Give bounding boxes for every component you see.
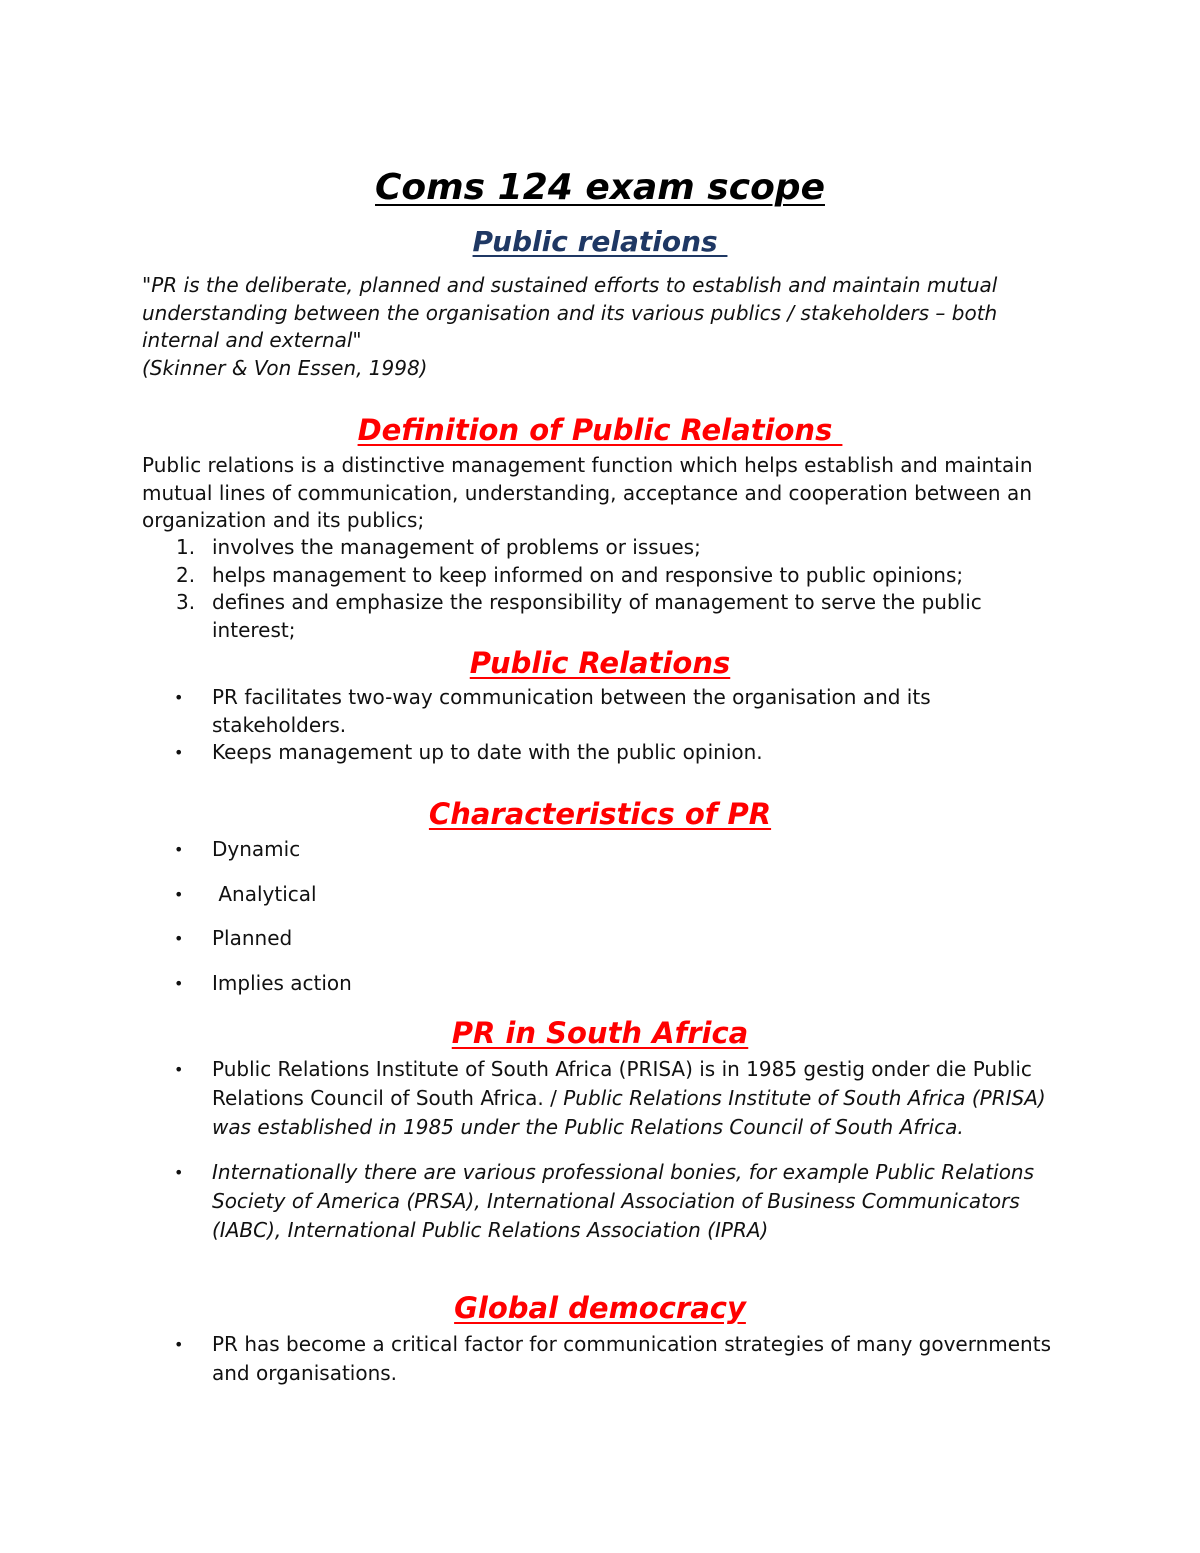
list-item-text: Keeps management up to date with the public opinion. xyxy=(212,740,763,764)
list-item-text: Planned xyxy=(212,926,293,950)
bullet-icon: • xyxy=(174,1335,184,1354)
south-africa-bullets xyxy=(142,1055,1062,1245)
list-item-text: helps management to keep informed on and responsive to public opinions; xyxy=(212,562,964,587)
bullet-icon: • xyxy=(174,743,184,762)
list-item xyxy=(142,970,1062,998)
bullet-icon: • xyxy=(174,1060,184,1079)
section-subtitle-public-relations: Public relations xyxy=(472,225,728,258)
bullet-icon: • xyxy=(174,688,184,707)
list-item-text: involves the management of problems or issues; xyxy=(212,535,701,559)
list-item-text: Analytical xyxy=(212,881,317,906)
list-item xyxy=(142,925,1062,953)
bullet-icon: • xyxy=(174,929,184,948)
pr-definition-quote xyxy=(142,272,1062,382)
definition-numbered-list xyxy=(142,534,1062,644)
public-relations-bullets xyxy=(142,684,1062,767)
list-item xyxy=(142,562,1062,590)
list-item-text: Implies action xyxy=(212,970,352,995)
bullet-icon: • xyxy=(174,1163,184,1182)
list-item-text: PR has become a critical factor for communication strategies of many governments and organisations. xyxy=(212,1332,1051,1385)
global-democracy-bullets xyxy=(142,1330,1062,1388)
list-item xyxy=(142,1055,1062,1142)
quote-text: "PR is the deliberate, planned and sustained efforts to establish and maintain mutual understanding between the organisation and its various publics / stakeholders – both internal and external" xyxy=(142,273,998,352)
list-item xyxy=(142,836,1062,864)
list-item-text: PR facilitates two-way communication between the organisation and its stakeholders. xyxy=(212,685,931,737)
bullet-icon: • xyxy=(174,973,184,993)
list-item xyxy=(142,684,1062,739)
bullet-icon: • xyxy=(174,840,184,859)
list-item xyxy=(142,1330,1062,1388)
heading-global-democracy: Global democracy xyxy=(454,1291,746,1325)
heading-public-relations: Public Relations xyxy=(469,646,731,680)
list-item xyxy=(142,589,1062,644)
definition-intro: Public relations is a distinctive management function which helps establish and maintain mutual lines of communication, understanding, acceptance and cooperation between an organization and its publics; xyxy=(142,453,1033,532)
list-item xyxy=(142,1158,1062,1245)
heading-definition-of-pr: Definition of Public Relations xyxy=(357,413,843,447)
list-number: 2. xyxy=(176,562,196,587)
heading-characteristics-of-pr: Characteristics of PR xyxy=(428,797,772,831)
prisa-afrikaans-text: Public Relations Institute of South Africa (PRISA) is in 1985 gestig onder die Public Relations Council of South Africa. / xyxy=(212,1057,1032,1110)
prisa-english-text: Public Relations Institute of South Africa (PRISA) was established in 1985 under the Public Relations Council of South Africa. xyxy=(212,1086,1046,1139)
list-item xyxy=(142,881,1062,909)
heading-pr-in-south-africa: PR in South Africa xyxy=(451,1016,749,1050)
list-item-text: Internationally there are various professional bonies, for example Public Relations Society of America (PRSA), International Association of Business Communicators (IABC), International Public Relations Association (IPRA) xyxy=(212,1160,1035,1242)
list-number: 3. xyxy=(176,590,196,614)
characteristics-bullets xyxy=(142,836,1062,997)
list-item-text: defines and emphasize the responsibility of management to serve the public interest; xyxy=(212,590,982,642)
list-item-text: Dynamic xyxy=(212,837,301,861)
quote-citation: (Skinner & Von Essen, 1998) xyxy=(142,355,428,380)
list-number: 1. xyxy=(176,535,196,559)
document-title: Coms 124 exam scope xyxy=(375,167,825,208)
list-item xyxy=(142,739,1062,767)
list-item xyxy=(142,534,1062,562)
bullet-icon: • xyxy=(174,884,184,904)
